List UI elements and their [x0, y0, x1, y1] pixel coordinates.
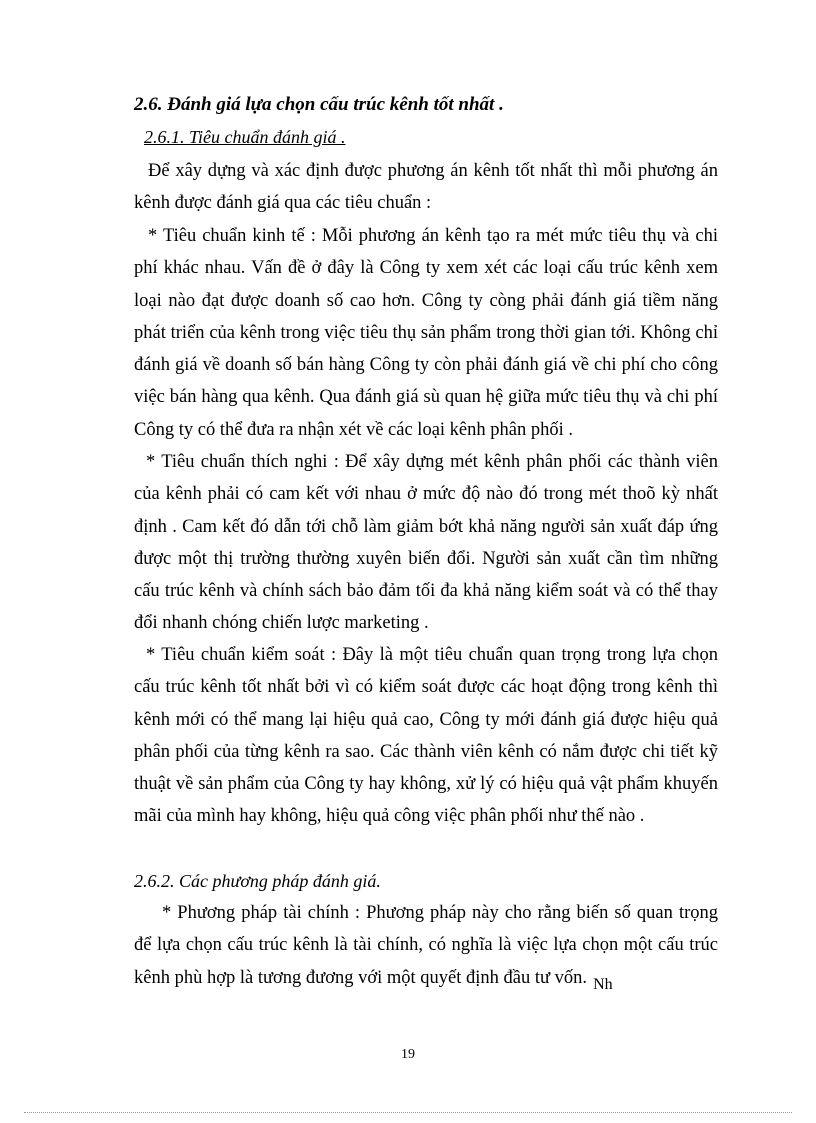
paragraph-financial-method	[134, 897, 718, 995]
paragraph-financial-method-text: * Phương pháp tài chính : Phương pháp này cho rằng biến số quan trọng để lựa chọn cấu trúc kênh là tài chính, có nghĩa là việc lựa chọn một cấu trúc kênh phù hợp là tương đương với một quyết định đầu tư vốn.	[134, 903, 718, 988]
paragraph-economic-criterion: * Tiêu chuẩn kinh tế : Mỗi phương án kênh tạo ra mét mức tiêu thụ và chi phí khác nhau. Vấn đề ở đây là Công ty xem xét các loại cấu trúc kênh xem loại nào đạt được doanh số cao hơn. Công ty còng phải đánh giá tiềm năng phát triển của kênh trong việc tiêu thụ sản phẩm trong thời gian tới. Không chỉ đánh giá về doanh số bán hàng Công ty còn phải đánh giá về chi phí cho công việc bán hàng qua kênh. Qua đánh giá sù quan hệ giữa mức tiêu thụ và chi phí Công ty có thể đưa ra nhận xét về các loại kênh phân phối .	[134, 226, 718, 440]
subsection-heading-methods: 2.6.2. Các phương pháp đánh giá.	[134, 871, 381, 891]
page-number: 19	[401, 1047, 415, 1062]
paragraph-adaptability-criterion: * Tiêu chuẩn thích nghi : Để xây dựng mét kênh phân phối các thành viên của kênh phải có cam kết với nhau ở mức độ nào đó trong mét thoõ kỳ nhất định . Cam kết đó dẫn tới chỗ làm giảm bớt khả năng người sản xuất đáp ứng được một thị trường thường xuyên biến đổi. Người sản xuất cần tìm những cấu trúc kênh và chính sách bảo đảm tối đa khả năng kiểm soát và có thể thay đổi nhanh chóng chiến lược marketing .	[134, 452, 718, 634]
paragraph-continuation-fragment: Nh	[593, 975, 613, 993]
subsection-heading-criteria: 2.6.1. Tiêu chuẩn đánh giá .	[144, 127, 346, 147]
section-heading: 2.6. Đánh giá lựa chọn cấu trúc kênh tốt nhất .	[134, 94, 504, 115]
page-bottom-border	[24, 1112, 792, 1113]
paragraph-control-criterion: * Tiêu chuẩn kiểm soát : Đây là một tiêu chuẩn quan trọng trong lựa chọn cấu trúc kênh tốt nhất bởi vì có kiểm soát được các hoạt động trong kênh thì kênh mới có thể mang lại hiệu quả cao, Công ty mới đánh giá được hiệu quả phân phối của từng kênh ra sao. Các thành viên kênh có nắm được chi tiết kỹ thuật về sản phẩm của Công ty hay không, xử lý có hiệu quả vật phẩm khuyến mãi của mình hay không, hiệu quả công việc phân phối như thế nào .	[134, 645, 718, 827]
paragraph-intro: Để xây dựng và xác định được phương án kênh tốt nhất thì mỗi phương án kênh được đánh giá qua các tiêu chuẩn :	[134, 161, 718, 214]
